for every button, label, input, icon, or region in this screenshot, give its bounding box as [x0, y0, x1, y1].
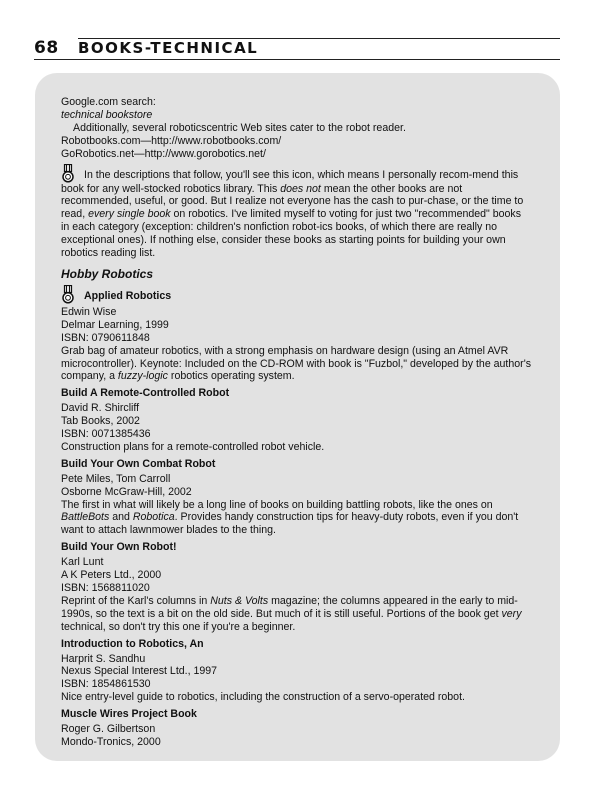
book-author: Edwin Wise — [61, 305, 117, 318]
book-publisher: A K Peters Ltd., 2000 — [61, 569, 162, 582]
note-emphasis-1: does not — [280, 182, 321, 195]
book-description — [61, 595, 531, 634]
desc-text-1: Reprint of the Karl's columns in — [61, 594, 211, 607]
desc-text-3: technical, so don't try this one if you're a beginner. — [61, 620, 296, 633]
book-publisher: Osborne McGraw-Hill, 2002 — [61, 485, 192, 498]
additional-text: Additionally, several roboticscentric Web sites cater to the robot reader. — [73, 121, 406, 134]
book-author: David R. Shircliff — [61, 402, 140, 415]
desc-emphasis: fuzzy-logic — [117, 370, 168, 383]
book-title-intro-robotics: Introduction to Robotics, An — [61, 637, 204, 650]
note-emphasis-2: every single book — [88, 208, 171, 221]
book-isbn: ISBN: 0071385436 — [61, 428, 151, 441]
book-title-combat-robot: Build Your Own Combat Robot — [61, 457, 216, 470]
book-title-muscle-wires: Muscle Wires Project Book — [61, 708, 197, 721]
note-text-2: mean the other books are not recommended, useful, or good. But I realize not everyone has the cash to pur-chase, or the time to read, — [61, 182, 524, 221]
desc-text-1: The first in what will likely be a long line of books on building battling robots, like the ones on — [61, 498, 493, 511]
medal-icon — [61, 164, 75, 183]
content-body — [61, 96, 531, 749]
page-number: 68 — [34, 38, 59, 58]
book-author: Pete Miles, Tom Carroll — [61, 472, 171, 485]
book-isbn: ISBN: 1854861530 — [61, 678, 151, 691]
book-author: Karl Lunt — [61, 556, 104, 569]
search-label: Google.com search: — [61, 96, 156, 108]
desc-text-2: robotics operating system. — [167, 370, 295, 383]
book-publisher: Delmar Learning, 1999 — [61, 318, 169, 331]
book-description: Nice entry-level guide to robotics, including the construction of a servo-operated robot. — [61, 691, 465, 704]
book-description — [61, 345, 531, 384]
page-title: BOOKS-TECHNICAL — [78, 39, 259, 57]
desc-emphasis-2: Robotica — [132, 511, 175, 524]
search-term: technical bookstore — [61, 108, 153, 121]
book-isbn: ISBN: 1568811020 — [61, 582, 150, 594]
desc-emphasis-1: Nuts & Volts — [210, 594, 269, 607]
desc-emphasis-1: BattleBots — [61, 511, 110, 524]
book-publisher: Nexus Special Interest Ltd., 1997 — [61, 665, 218, 678]
book-title-text: Applied Robotics — [84, 289, 172, 302]
medal-icon — [61, 285, 75, 304]
book-description: Construction plans for a remote-controlled robot vehicle. — [61, 440, 325, 453]
desc-text-1: Grab bag of amateur robotics, with a strong emphasis on hardware design (using an Atmel AVR microcontroller). Keynote: Included on the CD-ROM with book is "Fuzbol," developed by the author's company, a — [61, 344, 532, 383]
book-title-your-own-robot: Build Your Own Robot! — [61, 541, 177, 554]
book-publisher: Mondo-Tronics, 2000 — [61, 735, 161, 748]
book-isbn: ISBN: 0790611848 — [61, 331, 150, 344]
book-description — [61, 499, 531, 538]
site-link-robotbooks[interactable]: Robotbooks.com—http://www.robotbooks.com/ — [61, 134, 282, 147]
book-title-remote-controlled: Build A Remote-Controlled Robot — [61, 387, 230, 400]
recommendation-note — [61, 164, 531, 260]
desc-text-2: and — [109, 511, 133, 524]
note-text-1: In the descriptions that follow, you'll see this icon, which means I personally recom-mend this book for any well-stocked robotics library. This — [61, 168, 519, 195]
site-link-gorobotics[interactable]: GoRobotics.net—http://www.gorobotics.net/ — [61, 147, 266, 160]
book-title-applied-robotics — [61, 285, 531, 304]
book-author: Harprit S. Sandhu — [61, 652, 146, 665]
book-author: Roger G. Gilbertson — [61, 723, 156, 736]
book-publisher: Tab Books, 2002 — [61, 415, 140, 428]
note-text-3: on robotics. I've limited myself to voting for just two "recommended" books in each category (exception: children's nonfiction robot-ics books, of which there are really no exceptional ones). If nothing else, consider these books as starting points for building your own robotics reading list. — [61, 208, 522, 260]
desc-text-2: magazine; the columns appeared in the early to mid-1990s, so the text is a bit on the old side. But much of it is still useful. Portions of the book get — [61, 594, 518, 620]
header-rule-bottom — [34, 59, 560, 60]
section-title: Hobby Robotics — [61, 266, 153, 281]
desc-text-3: . Provides handy construction tips for heavy-duty robots, even if you don't want to attach lawnmower blades to the thing. — [61, 511, 519, 537]
desc-emphasis-2: very — [501, 607, 522, 620]
